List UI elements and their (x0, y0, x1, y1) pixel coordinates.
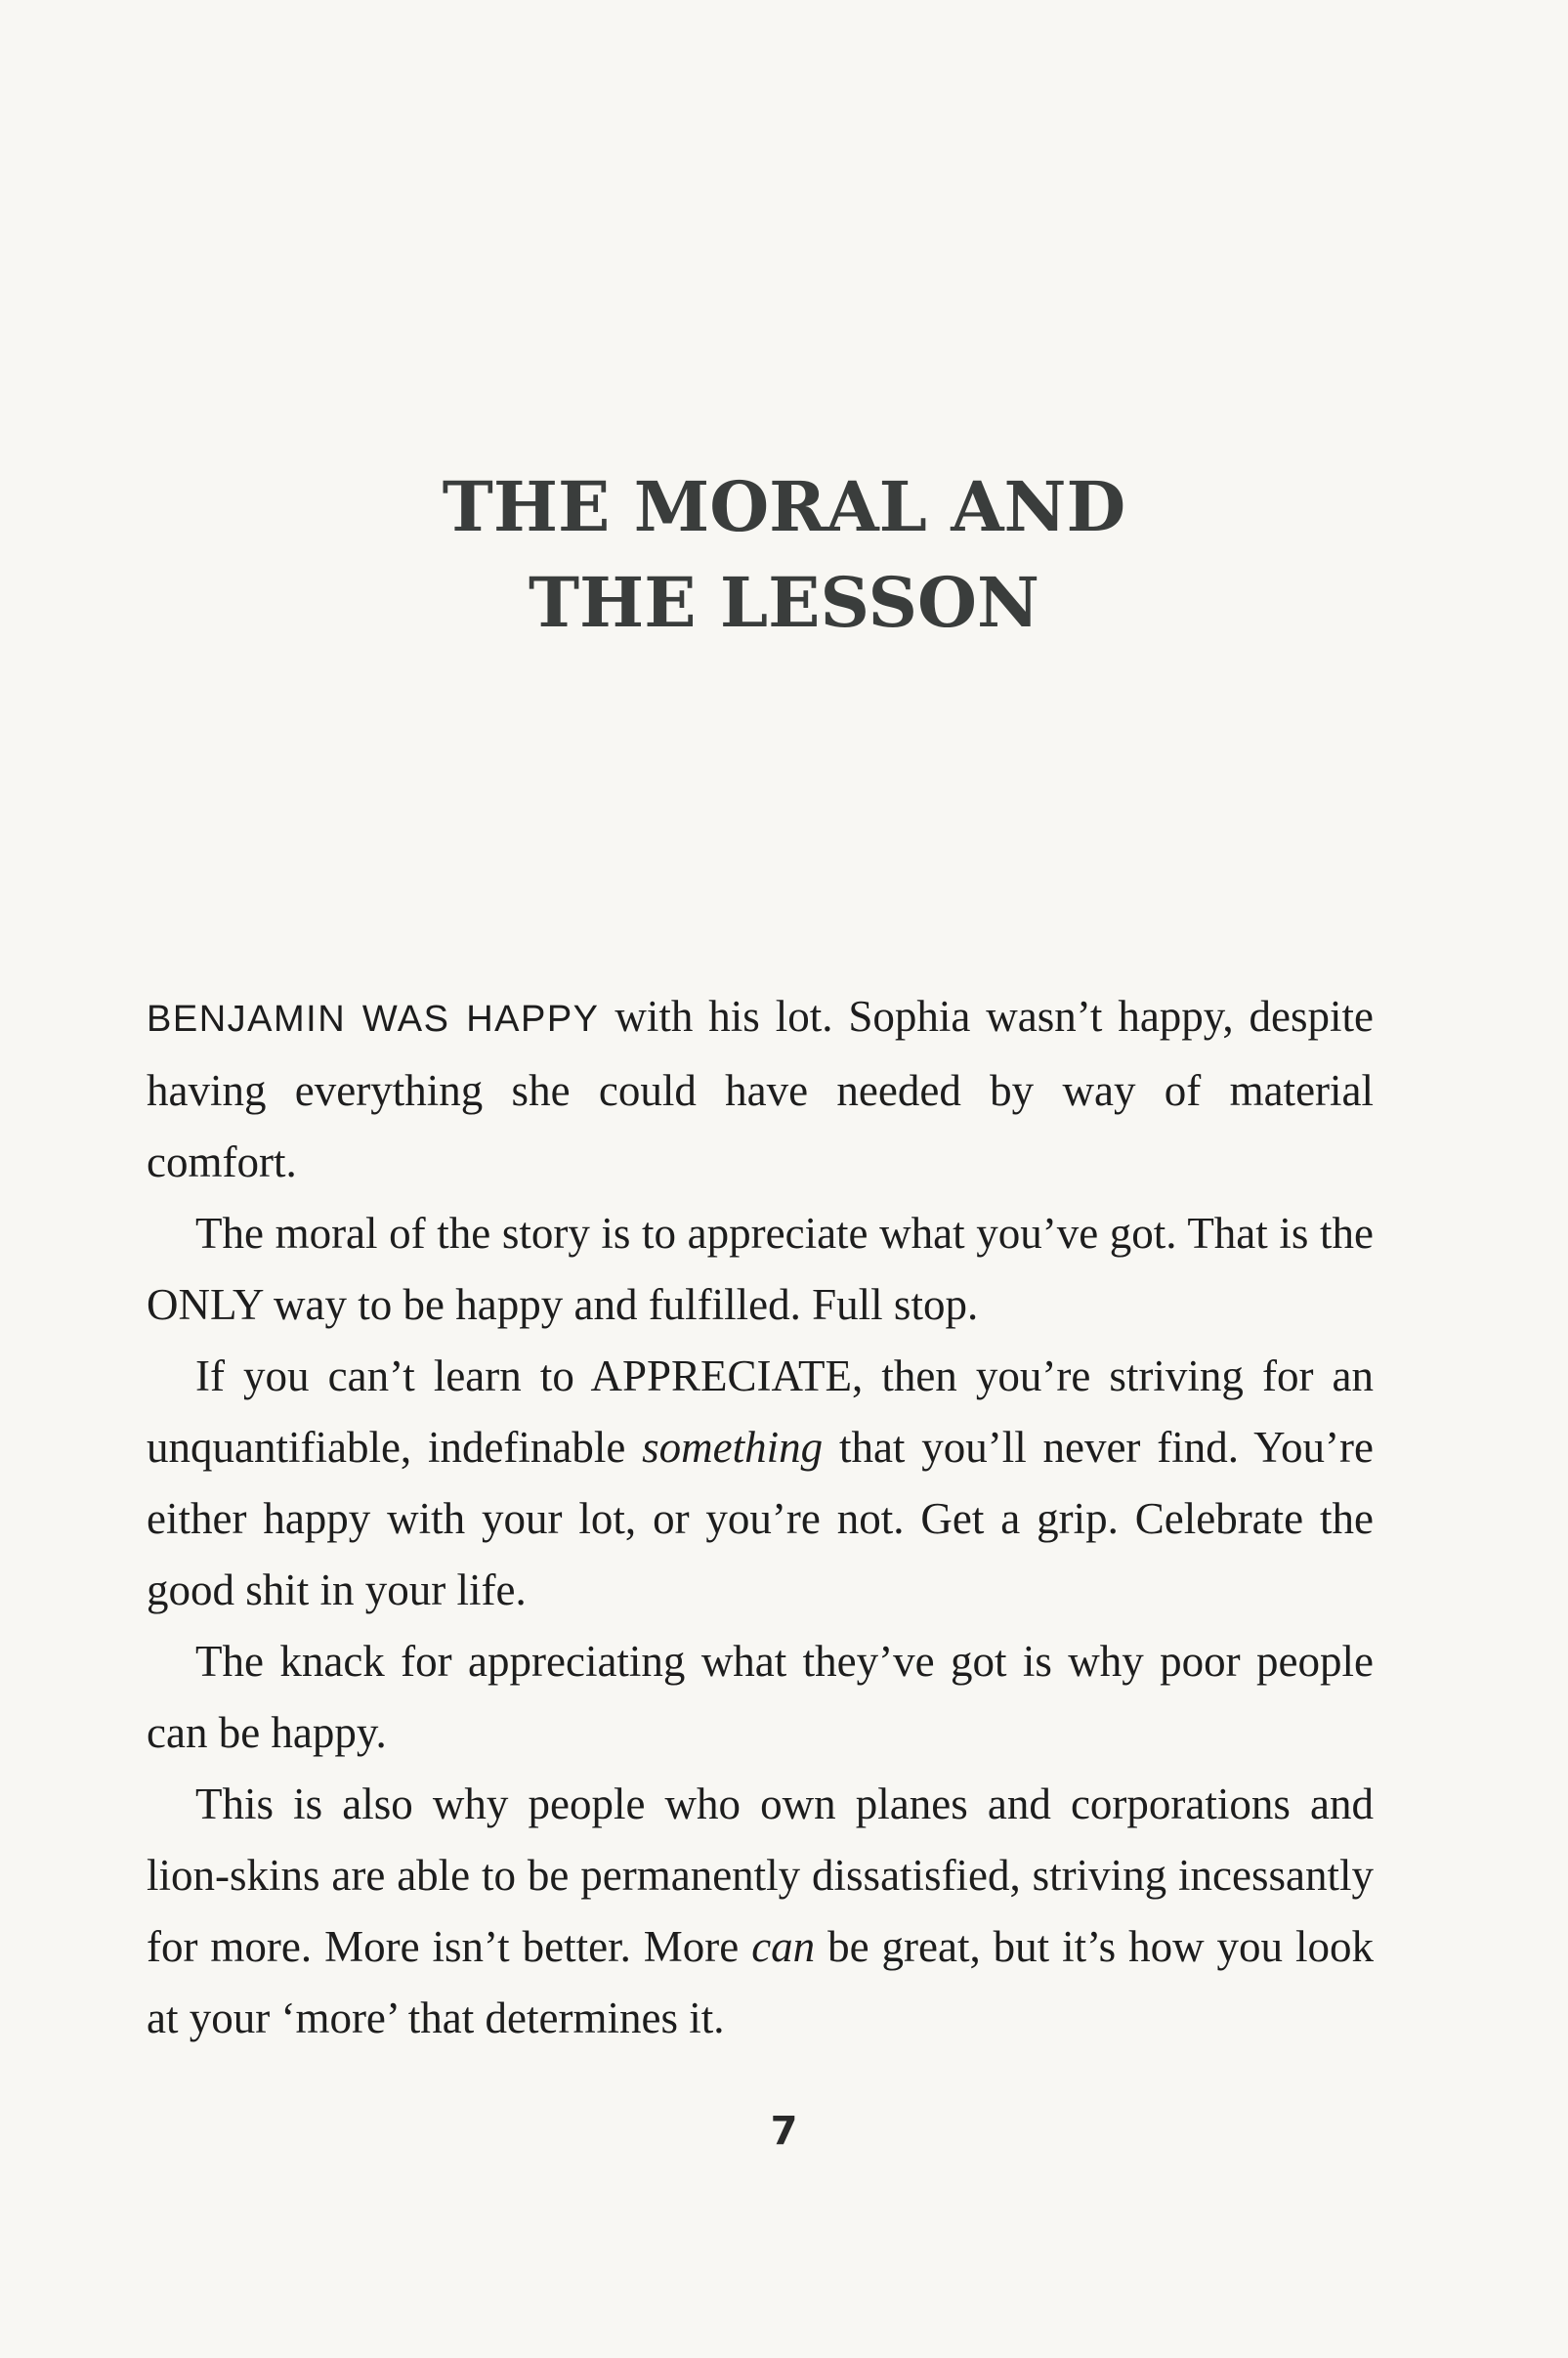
paragraph-3-text-start: If you can’t learn to APPRECIATE, then you’re striving for an unquantifiable, indefinable (147, 1351, 1374, 1472)
paragraph-1-text: with his lot. Sophia wasn’t happy, despite having everything she could have needed by way of material comfort. (147, 992, 1374, 1186)
paragraph-2: The moral of the story is to appreciate what you’ve got. That is the ONLY way to be happy and fulfilled. Full stop. (147, 1209, 1374, 1329)
paragraph-5-text-start: This is also why people who own planes and corporations and lion-skins are able to be permanently dissatisfied, striving incessantly for more. More isn’t better. More (147, 1779, 1374, 1971)
paragraph-3-text-end: that you’ll never find. You’re either happy with your lot, or you’re not. Get a grip. Celebrate the good shit in your life. (147, 1423, 1375, 1614)
paragraph-5-text-end: be great, but it’s how you look at your ‘more’ that determines it. (147, 1922, 1374, 2042)
paragraph-1 (147, 981, 1374, 1198)
paragraph-5-emphasis: can (751, 1922, 816, 1971)
body-text (147, 981, 1374, 2054)
paragraph-lead-in: BENJAMIN WAS HAPPY (147, 999, 600, 1040)
chapter-title-line-2: THE LESSON (528, 562, 1040, 643)
paragraph-3-emphasis: something (642, 1423, 824, 1472)
paragraph-5 (147, 1769, 1374, 2054)
page-number: 7 (770, 2109, 798, 2154)
paragraph-4: The knack for appreciating what they’ve got is why poor people can be happy. (147, 1637, 1374, 1757)
chapter-title-line-1: THE MORAL AND (442, 466, 1126, 547)
chapter-title (0, 459, 1568, 651)
paragraph-3 (147, 1341, 1374, 1626)
